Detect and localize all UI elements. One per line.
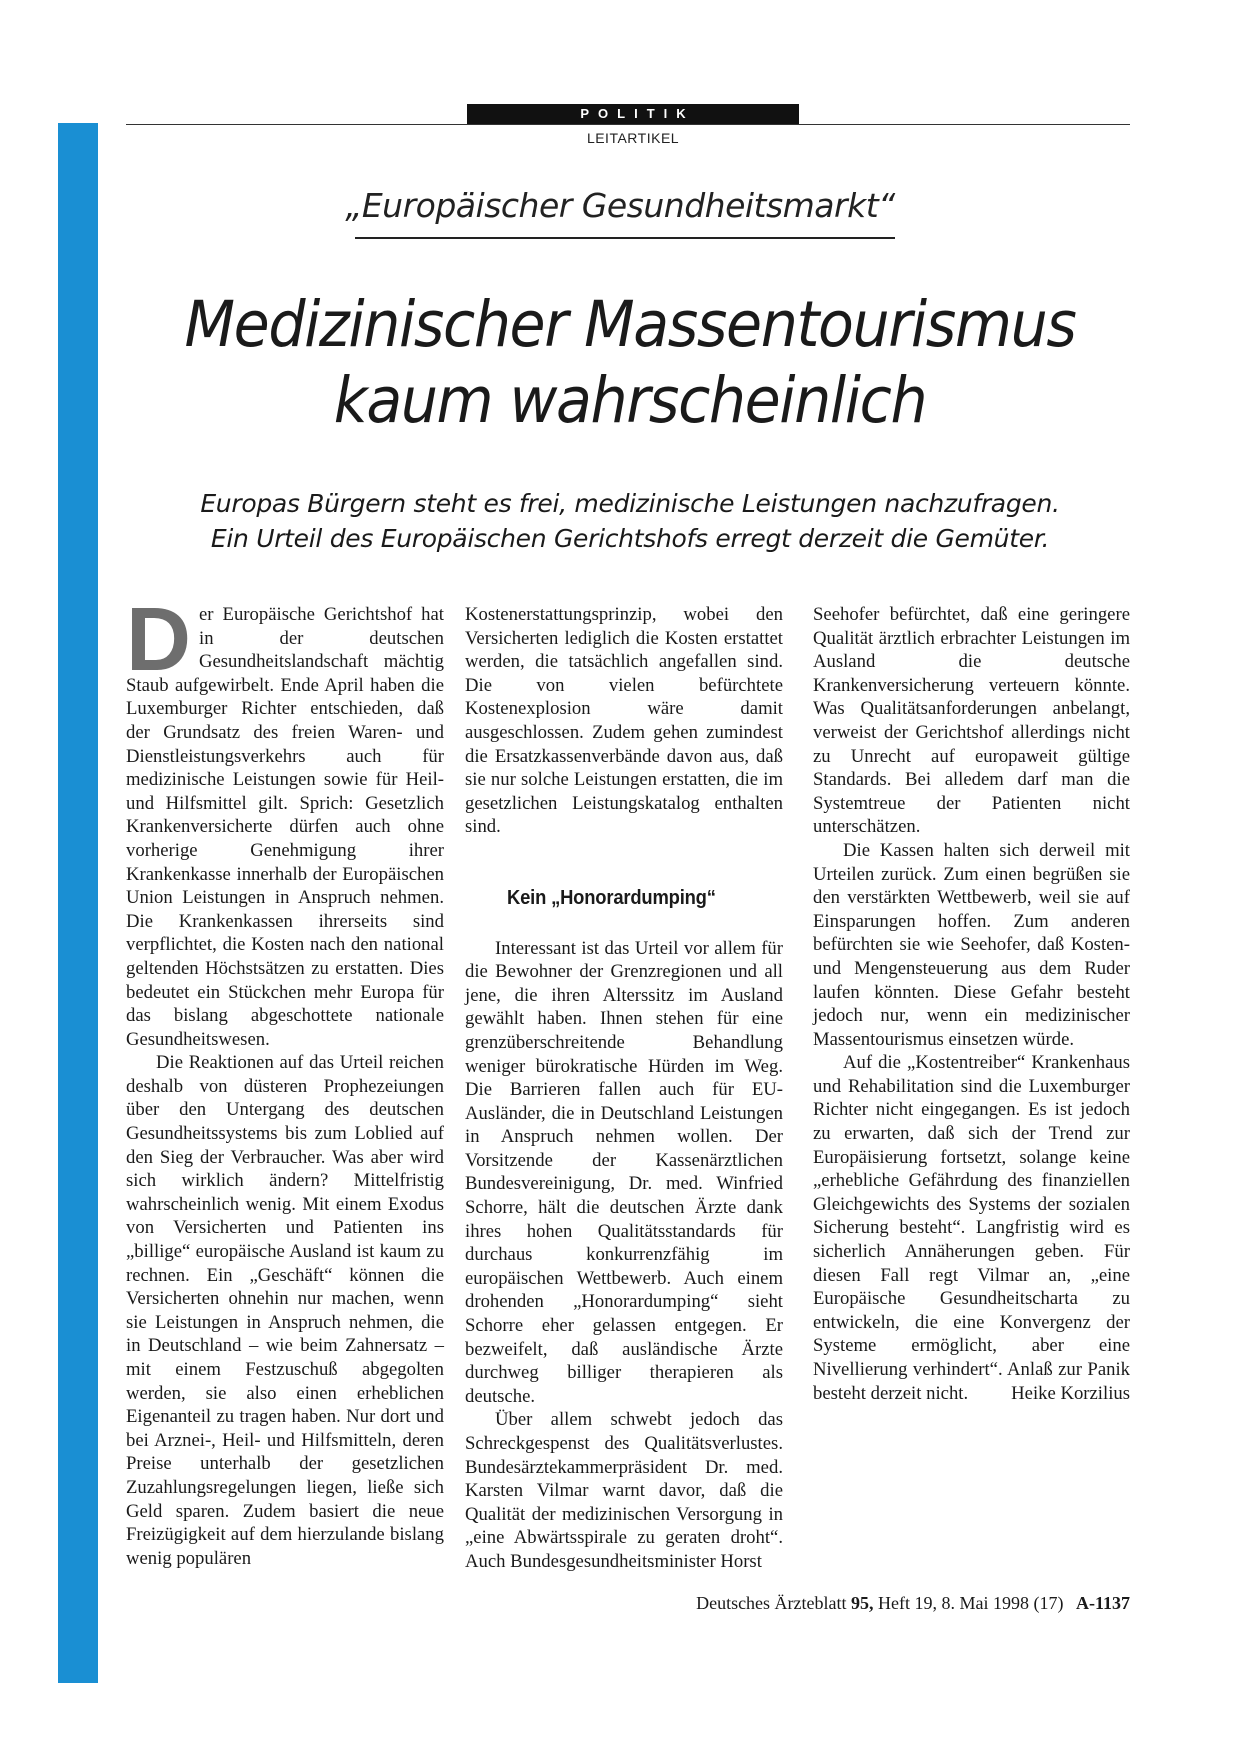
headline-line-2: kaum wahrscheinlich [333, 364, 927, 437]
subheading: Kein „Honorardumping“ [507, 886, 716, 909]
issue-info: Heft 19, 8. Mai 1998 (17) [878, 1593, 1064, 1613]
headline [146, 287, 1113, 439]
dek-line-2: Ein Urteil des Europäischen Gerichtshofs erregt derzeit die Gemüter. [210, 524, 1050, 553]
author-signature: Heike Korzilius [1011, 1382, 1130, 1404]
paragraph-2 [126, 1051, 444, 1570]
paragraph-4-continued [813, 603, 1130, 839]
paragraph-3 [465, 937, 783, 1409]
headline-line-1: Medizinischer Massentourismus [184, 288, 1076, 361]
article-column-2 [465, 603, 783, 1574]
paragraph-text: Kostenerstattungsprinzip, wobei den Versicherten lediglich die Kosten erstattet werden, die tatsächlich angefallen sind. Die von vielen befürchtete Kostenexplosion wäre damit ausgeschlossen. Zudem gehen zumindest die Ersatzkassenverbände davon aus, daß sie nur solche Leistungen erstatten, die im gesetzlichen Leistungskatalog enthalten sind. [465, 604, 783, 838]
article-column-3 [813, 603, 1130, 1405]
paragraph-2-continued [465, 603, 783, 839]
volume-number: 95, [851, 1593, 874, 1613]
paragraph-text: Seehofer befürchtet, daß eine geringere Qualität ärztlich erbrachter Leistungen im Ausland die deutsche Krankenversicherung verteuern könnte. Was Qualitätsanforderungen anbelangt, verweist der Gerichtshof allerdings nicht zu Unrecht auf europaweit gültige Standards. Bei alledem darf man die Systemtreue der Patienten nicht unterschätzen. [813, 604, 1130, 838]
paragraph-text: Interessant ist das Urteil vor allem für die Bewohner der Grenzregionen und all jene, die ihren Alterssitz im Ausland gewählt haben. Ihnen stehen für eine grenzüberschreitende Behandlung weniger bürokratische Hürden im Weg. Die Barrieren fallen auch für EU-Ausländer, die in Deutschland Leistungen in Anspruch nehmen wollen. Der Vorsitzende der Kassenärztlichen Bundesvereinigung, Dr. med. Winfried Schorre, hält die deutschen Ärzte dank ihres hohen Qualitätsstandards für durchaus konkurrenzfähig im europäischen Wettbewerb. Auch einem drohenden „Honorardumping“ sieht Schorre eher gelassen entgegen. Er bezweifelt, daß ausländische Ärzte durchweg billiger therapieren als deutsche. [465, 937, 783, 1407]
header-rule [126, 124, 1130, 125]
accent-side-bar [58, 123, 98, 1683]
paragraph-text: Die Reaktionen auf das Urteil reichen deshalb von düsteren Prophezeiungen über den Untergang des deutschen Gesundheitssystems bis zum Loblied auf den Sieg der Verbraucher. Was aber wird sich wirklich ändern? Mittelfristig wahrscheinlich wenig. Mit einem Exodus von Versicherten und Patienten ins „billige“ europäische Ausland ist kaum zu rechnen. Ein „Geschäft“ können die Versicherten ohnehin nur machen, wenn sie Leistungen in Anspruch nehmen, die in Deutschland – wie beim Zahnersatz – mit einem Festzuschuß abgegolten werden, sie also einen erheblichen Eigenanteil zu tragen haben. Nur dort und bei Arznei-, Heil- und Hilfsmitteln, deren Preise unterhalb der gesetzlichen Zuzahlungsregelungen liegen, ließe sich Geld sparen. Zudem basiert die neue Freizügigkeit auf dem hierzulande bislang wenig populären [126, 1052, 444, 1569]
paragraph-6 [813, 1051, 1130, 1405]
paragraph-4 [465, 1408, 783, 1573]
drop-cap: D [126, 590, 191, 690]
article-column-1 [126, 590, 444, 1570]
subsection-label: LEITARTIKEL [586, 130, 680, 146]
kicker-underline [355, 237, 895, 239]
page-number: A-1137 [1076, 1593, 1130, 1613]
paragraph-5 [813, 839, 1130, 1051]
paragraph-text: er Europäische Gerichtshof hat in der deutschen Gesundheitslandschaft mächtig Staub aufgewirbelt. Ende April haben die Luxemburger Richter entschieden, daß der Grundsatz des freien Waren- und Dienstleistungsverkehrs auch für medizinische Leistungen sowie für Heil- und Hilfsmittel gilt. Sprich: Gesetzlich Krankenversicherte dürfen auch ohne vorherige Genehmigung ihrer Krankenkasse innerhalb der Europäischen Union Leistungen in Anspruch nehmen. Die Krankenkassen ihrerseits sind verpflichtet, die Kosten nach den national geltenden Höchstsätzen zu erstatten. Dies bedeutet ein Stückchen mehr Europa für das bislang abgeschottete nationale Gesundheitswesen. [126, 604, 444, 1050]
section-label: POLITIK [467, 104, 799, 124]
journal-name: Deutsches Ärzteblatt [696, 1593, 847, 1613]
page-footer [696, 1593, 1130, 1614]
paragraph-1 [126, 590, 444, 1051]
dek [150, 486, 1110, 556]
paragraph-text: Über allem schwebt jedoch das Schreckgespenst des Qualitätsverlustes. Bundesärztekammerpräsident Dr. med. Karsten Vilmar warnt davor, daß die Qualität der medizinischen Versorgung in „eine Abwärtsspirale zu geraten droht“. Auch Bundesgesundheitsminister Horst [465, 1409, 783, 1572]
paragraph-text: Auf die „Kostentreiber“ Krankenhaus und Rehabilitation sind die Luxemburger Richter nicht eingegangen. Es ist jedoch zu erwarten, daß sich der Trend zur Europäisierung fortsetzt, solange keine „erhebliche Gefährdung des finanziellen Gleichgewichts des Systems der sozialen Sicherung besteht“. Langfristig wird es sicherlich Annäherungen geben. Für diesen Fall regt Vilmar an, „eine Europäische Gesundheitscharta zu entwickeln, die eine Konvergenz der Systeme ermöglicht, aber eine Nivellierung verhindert“. Anlaß zur Panik besteht derzeit nicht. [813, 1052, 1130, 1404]
kicker: „Europäischer Gesundheitsmarkt“ [345, 186, 895, 225]
paragraph-text: Die Kassen halten sich derweil mit Urteilen zurück. Zum einen begrüßen sie den verstärkten Wettbewerb, weil sie auf Einsparungen hoffen. Zum anderen befürchten sie wie Seehofer, daß Kosten- und Mengensteuerung aus dem Ruder laufen könnten. Diese Gefahr besteht jedoch nur, wenn ein medizinischer Massentourismus einsetzen würde. [813, 839, 1130, 1050]
dek-line-1: Europas Bürgern steht es frei, medizinische Leistungen nachzufragen. [200, 489, 1060, 518]
